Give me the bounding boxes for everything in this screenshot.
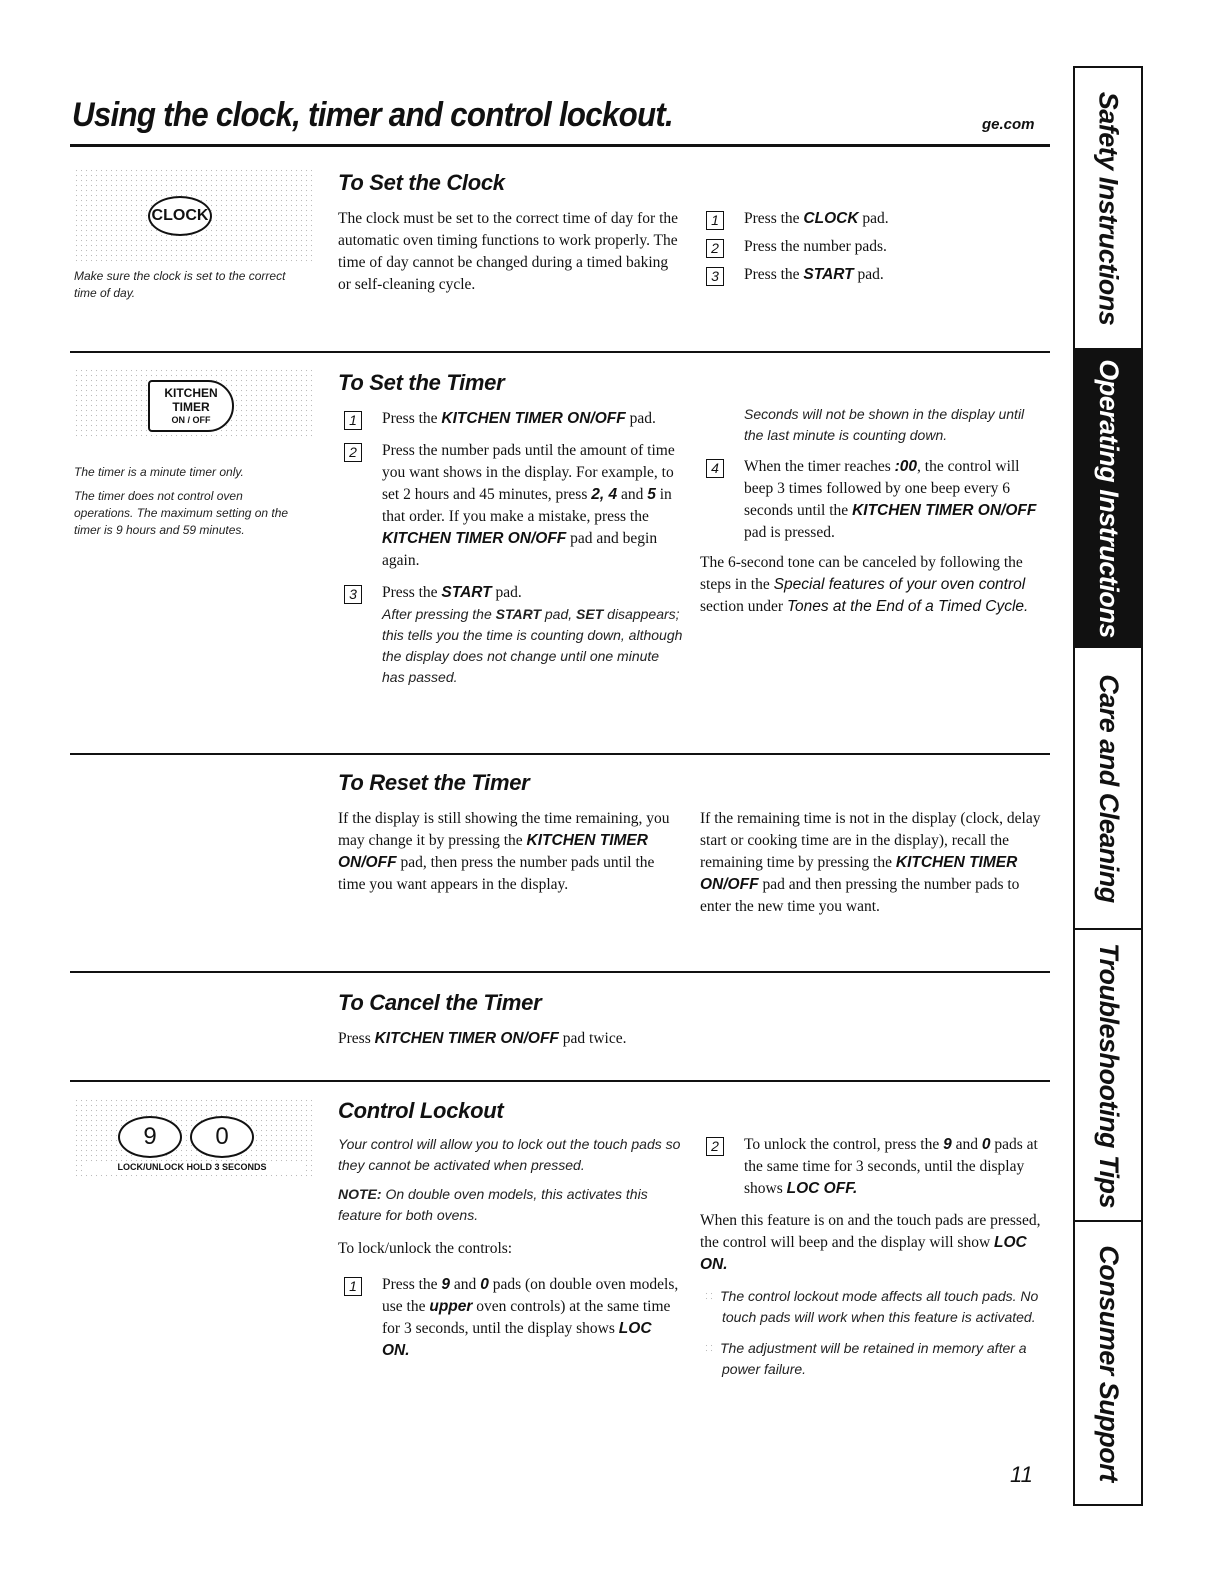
lockout-on-text: When this feature is on and the touch pads are pressed, the control will beep and the display will show LOC ON. <box>700 1212 1041 1273</box>
timer-step-3: 3 Press the START pad. After pressing the START pad, SET disappears; this tells you the time is counting down, although the display does not change until one minute has passed. <box>338 582 683 688</box>
clock-heading: To Set the Clock <box>338 170 505 195</box>
header-rule <box>70 144 1050 147</box>
seconds-note: Seconds will not be shown in the display until the last minute is counting down. <box>744 406 1025 443</box>
tab-operating-instructions[interactable]: Operating Instructions <box>1075 350 1141 646</box>
lockout-right <box>700 1134 1045 1380</box>
tab-safety-instructions[interactable]: Safety Instructions <box>1093 91 1124 325</box>
clock-step-3: 3 Press the START pad. <box>700 264 1045 286</box>
timer-step-3-note: After pressing the START pad, SET disappears; this tells you the time is counting down, although the display does not change until one minute has passed. <box>382 606 683 685</box>
timer-steps-right <box>700 404 1045 618</box>
reset-left-text: If the display is still showing the time remaining, you may change it by pressing the KITCHEN TIMER ON/OFF pad, then press the number pads until the time you want appears in the display. <box>338 810 670 893</box>
clock-pad-illustration <box>74 168 312 263</box>
lockout-bullet-1: The control lockout mode affects all touch pads. No touch pads will work when this feature is activated. <box>700 1286 1045 1328</box>
kitchen-timer-pad-icon: KITCHEN TIMER ON / OFF <box>148 380 234 432</box>
bullet-icon <box>704 1343 714 1353</box>
timer-step-1: 1 Press the KITCHEN TIMER ON/OFF pad. <box>338 408 683 430</box>
clock-steps <box>700 208 1045 286</box>
clock-step-1: 1 Press the CLOCK pad. <box>700 208 1045 230</box>
cancel-text: Press KITCHEN TIMER ON/OFF pad twice. <box>338 1030 627 1047</box>
clock-intro: The clock must be set to the correct time of day for the automatic oven timing functions to work properly. The time of day cannot be changed during a timed baking or self-cleaning cycle. <box>338 210 679 293</box>
lockout-lead: To lock/unlock the controls: <box>338 1240 513 1257</box>
control-lockout-heading: Control Lockout <box>338 1098 504 1123</box>
lockout-left <box>338 1134 683 1362</box>
section-divider <box>70 1080 1050 1082</box>
cancel-timer-heading: To Cancel the Timer <box>338 990 542 1015</box>
clock-caption: Make sure the clock is set to the correct time of day. <box>74 269 286 300</box>
lockout-step-1: 1 Press the 9 and 0 pads (on double oven models, use the upper oven controls) at the same time for 3 seconds, until the display shows LOC ON. <box>338 1274 683 1362</box>
tone-note: The 6-second tone can be canceled by following the steps in the Special features of your oven control section under Tones at the End of a Timed Cycle. <box>700 554 1029 615</box>
section-divider <box>70 971 1050 973</box>
reset-timer-heading: To Reset the Timer <box>338 770 530 795</box>
lockout-pad-illustration <box>74 1098 312 1180</box>
tab-consumer-support[interactable]: Consumer Support <box>1093 1244 1124 1482</box>
pad-9-icon: 9 <box>118 1116 182 1158</box>
clock-pad-icon: CLOCK <box>148 196 212 236</box>
section-divider <box>70 753 1050 755</box>
timer-step-2: 2 Press the number pads until the amount of time you want shows in the display. For example, to set 2 hours and 45 minutes, press 2, 4 and 5 in that order. If you make a mistake, press the KITCHEN TIMER ON/OFF pad and begin again. <box>338 440 683 572</box>
lock-unlock-caption: LOCK/UNLOCK HOLD 3 SECONDS <box>82 1162 302 1172</box>
page-title: Using the clock, timer and control lockout. <box>72 96 674 134</box>
timer-steps-left <box>338 408 683 688</box>
reset-right-text: If the remaining time is not in the display (clock, delay start or cooking time are in the display), recall the remaining time by pressing the KITCHEN TIMER ON/OFF pad and then pressing the number pads to enter the new time you want. <box>700 810 1041 915</box>
timer-pad-illustration <box>74 368 312 438</box>
pad-0-icon: 0 <box>190 1116 254 1158</box>
site-url: ge.com <box>982 116 1035 133</box>
set-timer-heading: To Set the Timer <box>338 370 505 395</box>
lockout-bullet-2: The adjustment will be retained in memory after a power failure. <box>700 1338 1045 1380</box>
lockout-step-2: 2 To unlock the control, press the 9 and 0 pads at the same time for 3 seconds, until the display shows LOC OFF. <box>700 1134 1045 1200</box>
timer-step-4: 4 When the timer reaches :00, the control will beep 3 times followed by one beep every 6 seconds until the KITCHEN TIMER ON/OFF pad is pressed. <box>700 456 1045 544</box>
timer-caption-2: The timer does not control oven operations. The maximum setting on the timer is 9 hours and 59 minutes. <box>74 489 289 537</box>
timer-caption-1: The timer is a minute timer only. <box>74 465 244 479</box>
page-number: 11 <box>1010 1462 1033 1487</box>
side-nav <box>1073 66 1143 1506</box>
clock-step-2: 2 Press the number pads. <box>700 236 1045 258</box>
tab-care-and-cleaning[interactable]: Care and Cleaning <box>1093 673 1124 903</box>
tab-troubleshooting-tips[interactable]: Troubleshooting Tips <box>1093 942 1124 1208</box>
bullet-icon <box>704 1291 714 1301</box>
lockout-note: NOTE: On double oven models, this activates this feature for both ovens. <box>338 1186 648 1223</box>
section-divider <box>70 351 1050 353</box>
lockout-intro: Your control will allow you to lock out the touch pads so they cannot be activated when pressed. <box>338 1136 681 1173</box>
